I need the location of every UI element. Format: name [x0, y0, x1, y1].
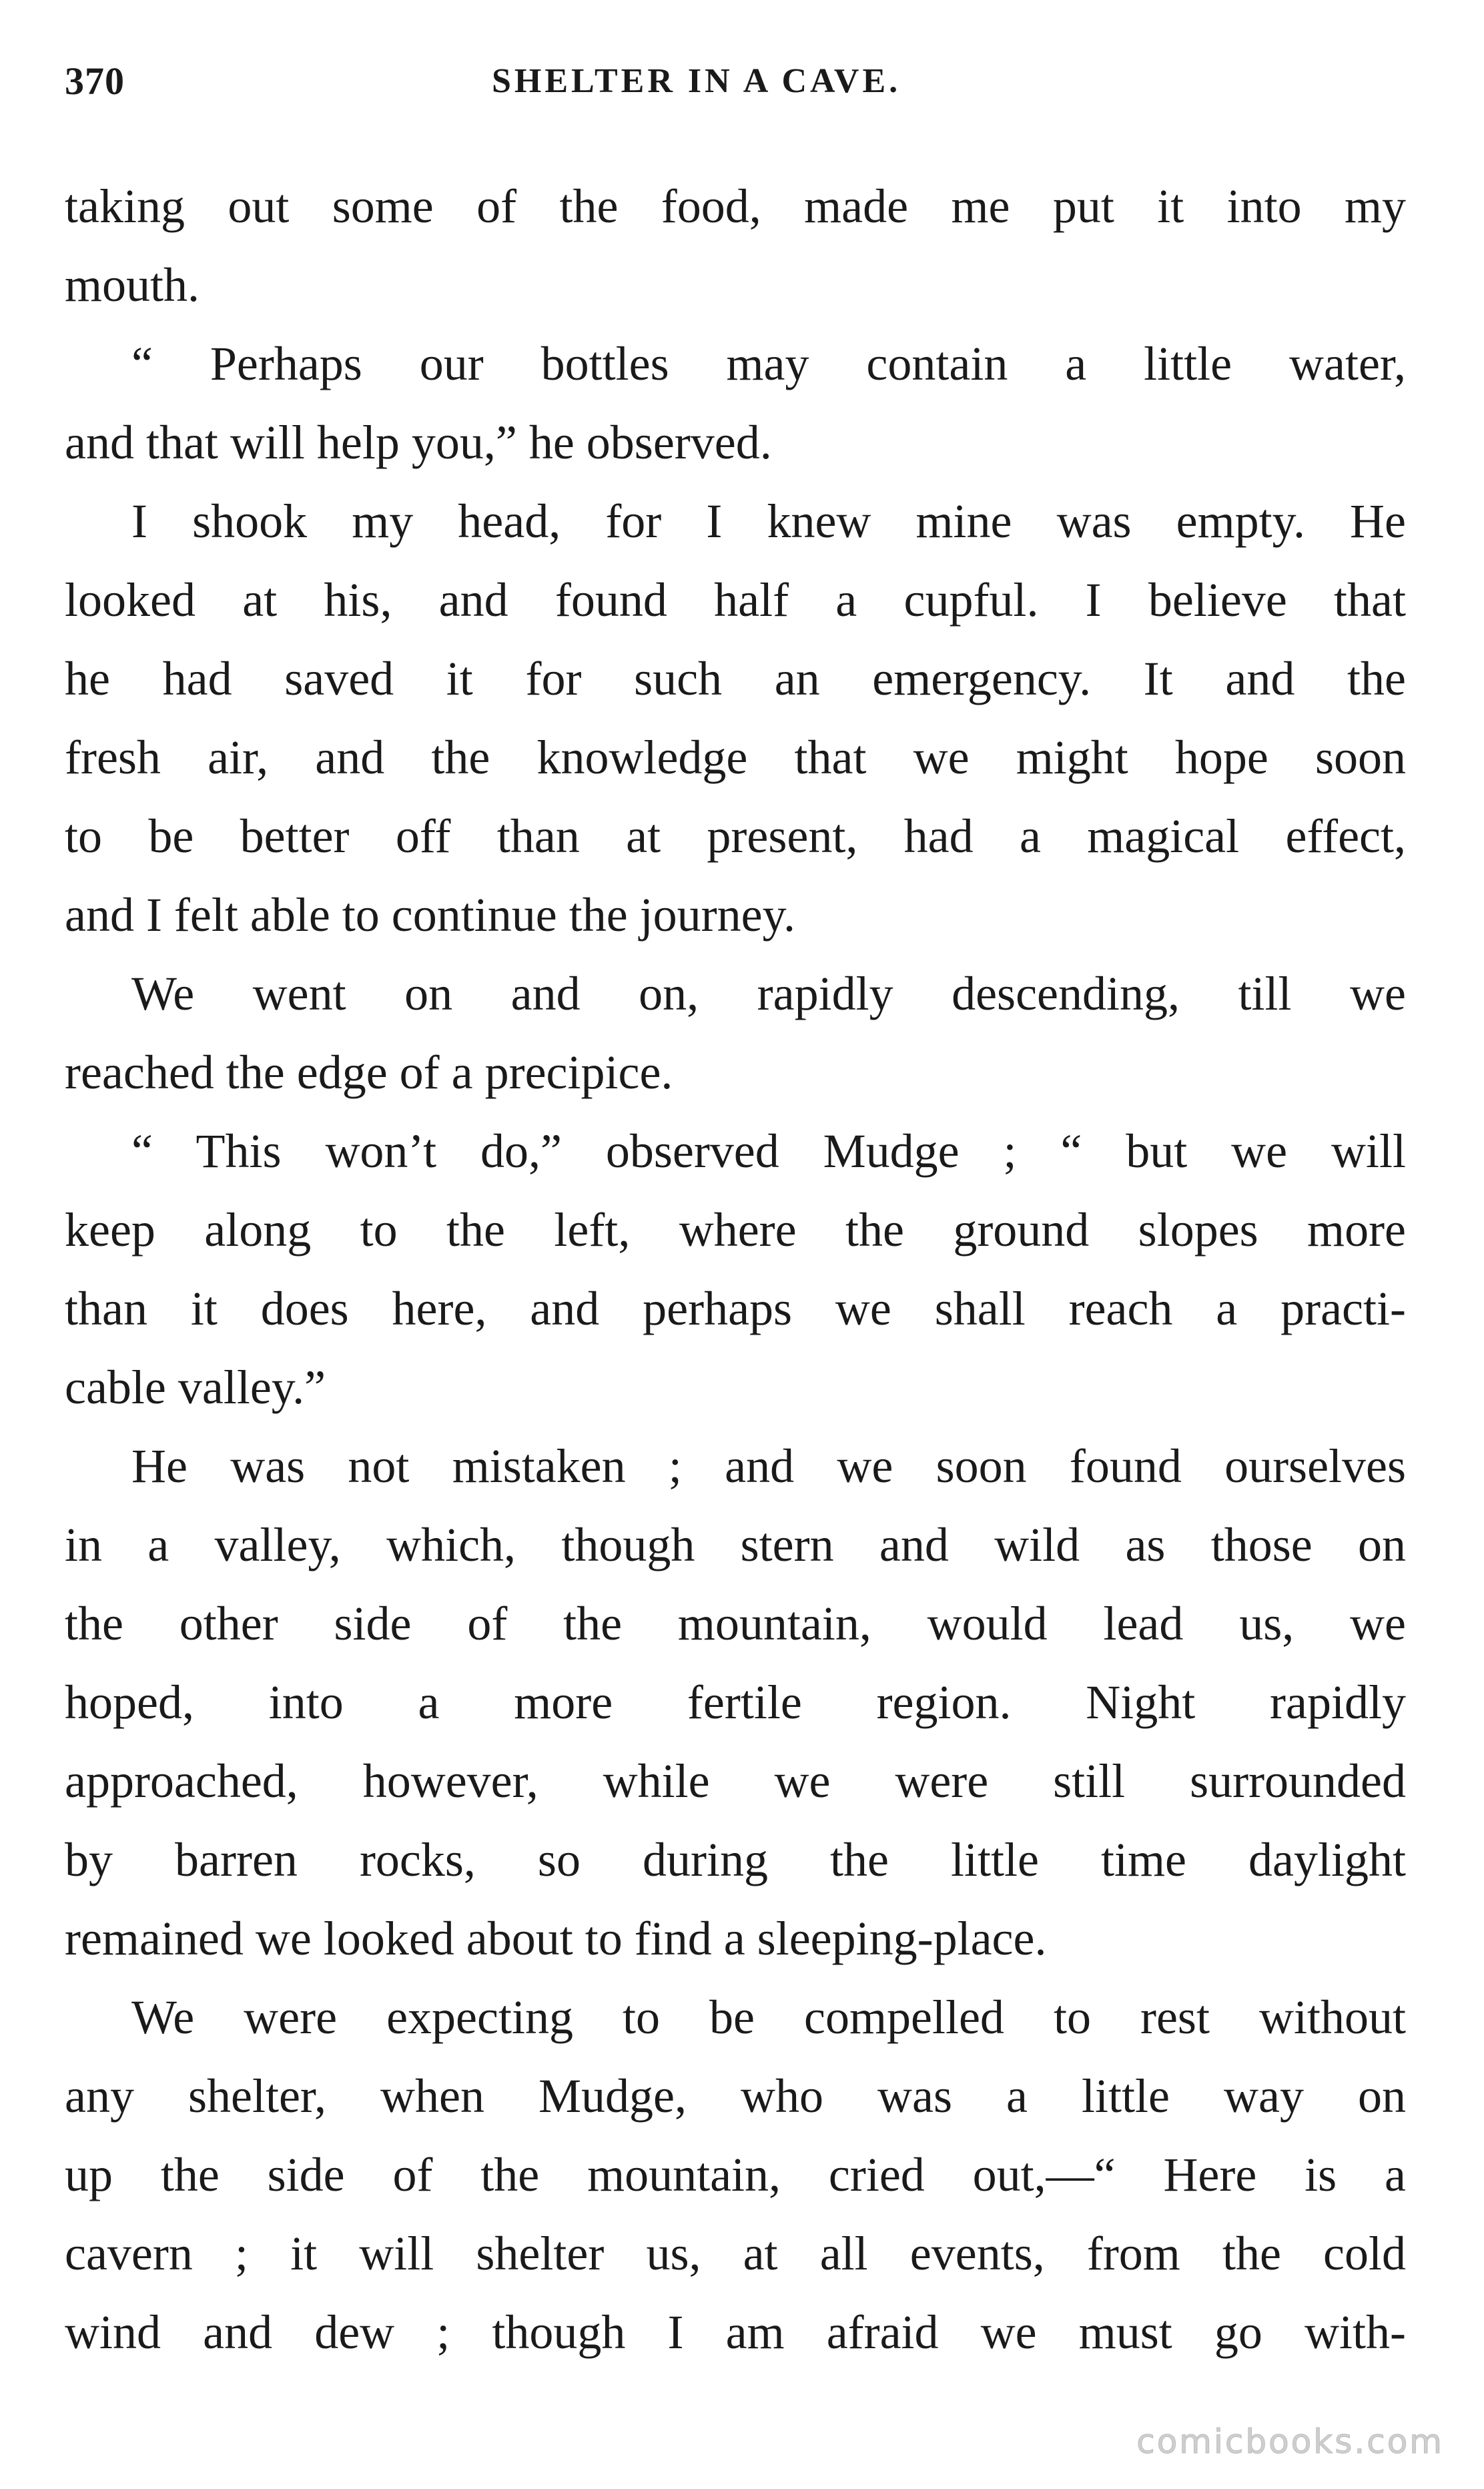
page-number: 370 [65, 59, 125, 103]
text-line: and I felt able to continue the journey. [65, 888, 795, 942]
text-line: I shook my head, for I knew mine was empty. He [131, 494, 1406, 548]
text-line: in a valley, which, though stern and wild as those on [65, 1518, 1406, 1571]
text-line: “ Perhaps our bottles may contain a little water, [131, 337, 1406, 390]
text-line: the other side of the mountain, would lead us, we [65, 1597, 1406, 1650]
page-header [65, 59, 1399, 112]
text-line: he had saved it for such an emergency. It and the [65, 652, 1406, 705]
text-line: mouth. [65, 258, 200, 312]
body-text [65, 167, 1406, 2372]
text-line: hoped, into a more fertile region. Night rapidly [65, 1676, 1406, 1729]
text-line: approached, however, while we were still surrounded [65, 1754, 1406, 1808]
text-line: fresh air, and the knowledge that we might hope soon [65, 731, 1406, 784]
text-line: We went on and on, rapidly descending, till we [131, 967, 1406, 1020]
text-line: reached the edge of a precipice. [65, 1046, 673, 1099]
text-line: “ This won’t do,” observed Mudge ; “ but we will [131, 1124, 1406, 1178]
text-line: to be better off than at present, had a magical effect, [65, 809, 1406, 863]
text-line: keep along to the left, where the ground slopes more [65, 1203, 1406, 1257]
text-line: cavern ; it will shelter us, at all events, from the cold [65, 2227, 1406, 2280]
text-line: than it does here, and perhaps we shall reach a practi- [65, 1282, 1406, 1335]
text-line: any shelter, when Mudge, who was a little way on [65, 2069, 1406, 2123]
text-line: and that will help you,” he observed. [65, 416, 772, 469]
text-line: cable valley.” [65, 1361, 326, 1414]
text-line: by barren rocks, so during the little time daylight [65, 1833, 1406, 1886]
text-line: We were expecting to be compelled to rest without [131, 1991, 1406, 2044]
running-title: SHELTER IN A CAVE. [492, 62, 901, 100]
text-line: looked at his, and found half a cupful. I believe that [65, 573, 1406, 627]
watermark: comicbooks.com [1136, 2422, 1444, 2461]
text-line: wind and dew ; though I am afraid we must go with- [65, 2305, 1406, 2359]
text-line: up the side of the mountain, cried out,—“ Here is a [65, 2148, 1406, 2201]
text-line: He was not mistaken ; and we soon found ourselves [131, 1439, 1406, 1493]
text-line: taking out some of the food, made me put it into my [65, 180, 1406, 233]
text-line: remained we looked about to find a sleeping-place. [65, 1912, 1047, 1965]
